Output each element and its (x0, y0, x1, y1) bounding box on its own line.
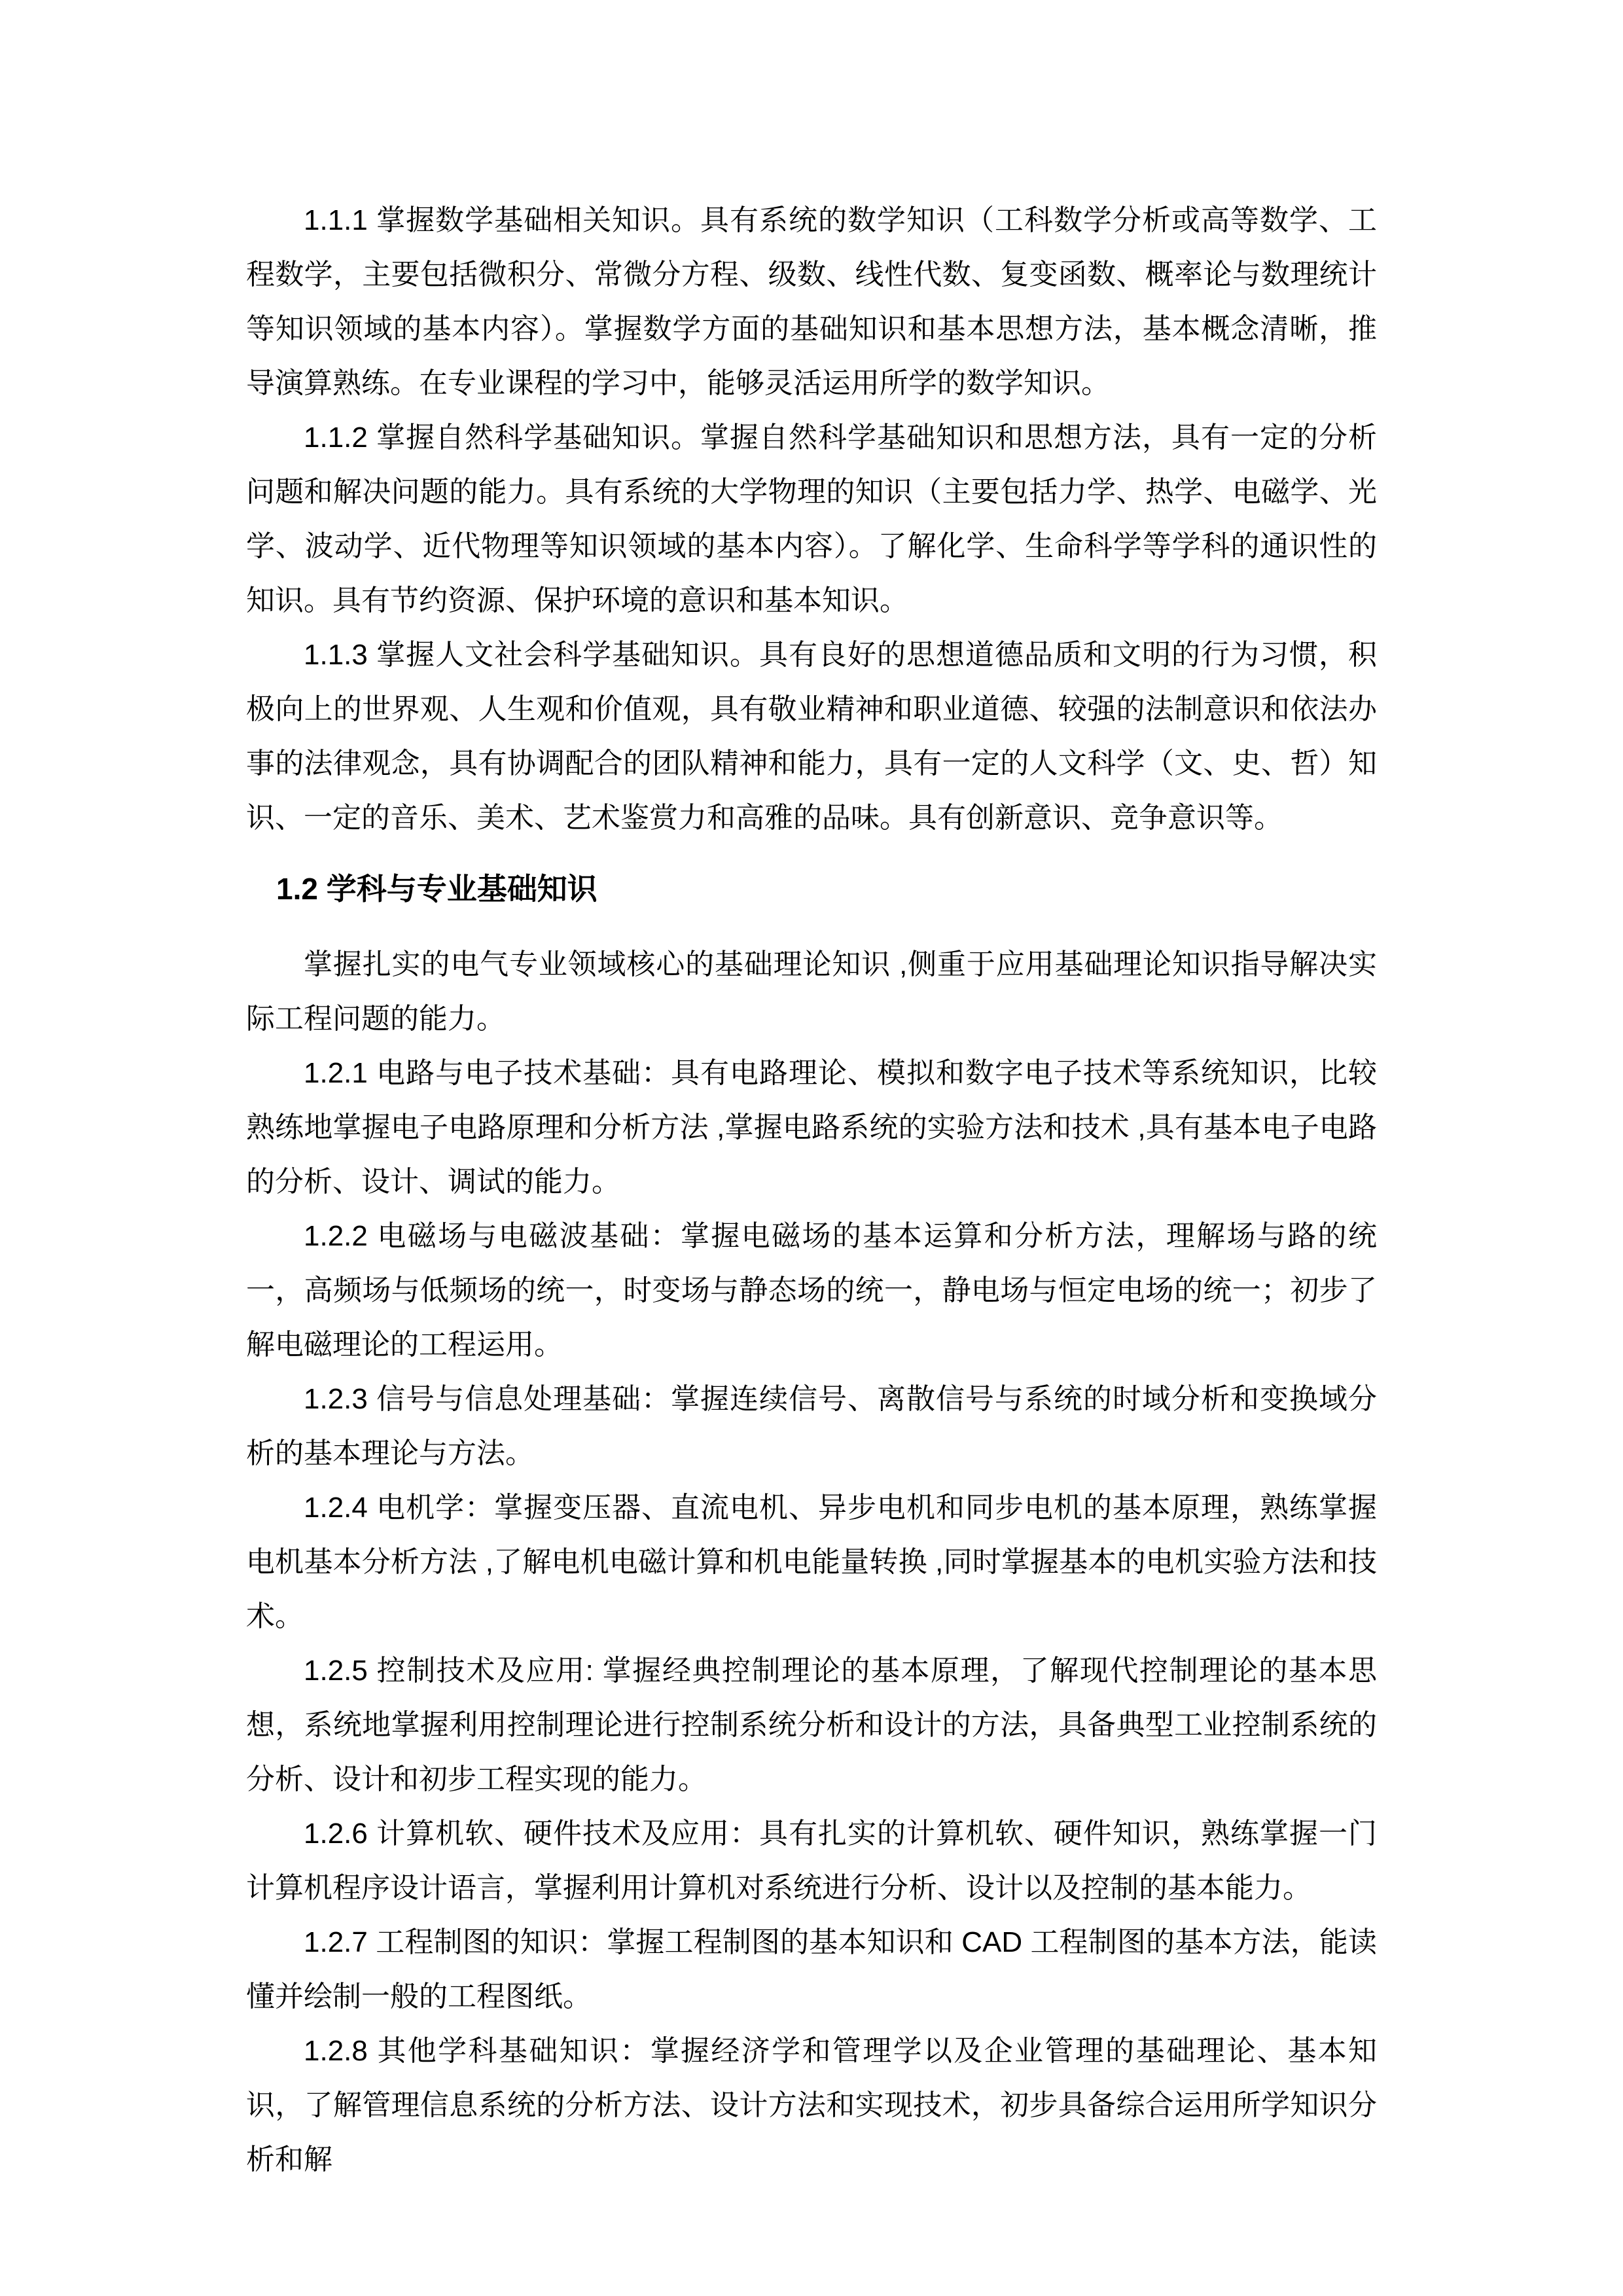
paragraph: 1.1.2 掌握自然科学基础知识。掌握自然科学基础知识和思想方法，具有一定的分析问题和解决问题的能力。具有系统的大学物理的知识（主要包括力学、热学、电磁学、光学、波动学、近代物理等知识领域的基本内容）。了解化学、生命科学等学科的通识性的知识。具有节约资源、保护环境的意识和基本知识。 (246, 422, 1377, 617)
paragraph: 1.2.2 电磁场与电磁波基础：掌握电磁场的基本运算和分析方法，理解场与路的统一，高频场与低频场的统一，时变场与静态场的统一，静电场与恒定电场的统一；初步了解电磁理论的工程运用。 (246, 1220, 1377, 1361)
paragraph: 1.1.1 掌握数学基础相关知识。具有系统的数学知识（工科数学分析或高等数学、工程数学，主要包括微积分、常微分方程、级数、线性代数、复变函数、概率论与数理统计等知识领域的基本内容）。掌握数学方面的基础知识和基本思想方法，基本概念清晰，推导演算熟练。在专业课程的学习中，能够灵活运用所学的数学知识。 (246, 204, 1377, 399)
paragraph: 1.1.3 掌握人文社会科学基础知识。具有良好的思想道德品质和文明的行为习惯，积极向上的世界观、人生观和价值观，具有敬业精神和职业道德、较强的法制意识和依法办事的法律观念，具有协调配合的团队精神和能力，具有一定的人文科学（文、史、哲）知识、一定的音乐、美术、艺术鉴赏力和高雅的品味。具有创新意识、竞争意识等。 (246, 639, 1377, 834)
paragraph: 1.2.4 电机学：掌握变压器、直流电机、异步电机和同步电机的基本原理，熟练掌握电机基本分析方法 ,了解电机电磁计算和机电能量转换 ,同时掌握基本的电机实验方法和技术。 (246, 1492, 1377, 1632)
paragraph: 1.2.5 控制技术及应用: 掌握经典控制理论的基本原理，了解现代控制理论的基本思想，系统地掌握利用控制理论进行控制系统分析和设计的方法，具备典型工业控制系统的分析、设计和初步工程实现的能力。 (246, 1655, 1377, 1795)
paragraph: 掌握扎实的电气专业领域核心的基础理论知识 ,侧重于应用基础理论知识指导解决实际工程问题的能力。 (246, 948, 1377, 1035)
document-body (246, 193, 1377, 2187)
section-heading: 1.2 学科与专业基础知识 (276, 872, 597, 906)
paragraph: 1.2.1 电路与电子技术基础：具有电路理论、模拟和数字电子技术等系统知识，比较熟练地掌握电子电路原理和分析方法 ,掌握电路系统的实验方法和技术 ,具有基本电子电路的分析、设计、调试的能力。 (246, 1057, 1377, 1198)
paragraph: 1.2.7 工程制图的知识：掌握工程制图的基本知识和 CAD 工程制图的基本方法，能读懂并绘制一般的工程图纸。 (246, 1926, 1377, 2013)
paragraph: 1.2.8 其他学科基础知识：掌握经济学和管理学以及企业管理的基础理论、基本知识，了解管理信息系统的分析方法、设计方法和实现技术，初步具备综合运用所学知识分析和解 (246, 2035, 1377, 2176)
paragraph: 1.2.6 计算机软、硬件技术及应用：具有扎实的计算机软、硬件知识，熟练掌握一门计算机程序设计语言，掌握利用计算机对系统进行分析、设计以及控制的基本能力。 (246, 1818, 1377, 1904)
paragraph: 1.2.3 信号与信息处理基础：掌握连续信号、离散信号与系统的时域分析和变换域分析的基本理论与方法。 (246, 1383, 1377, 1469)
